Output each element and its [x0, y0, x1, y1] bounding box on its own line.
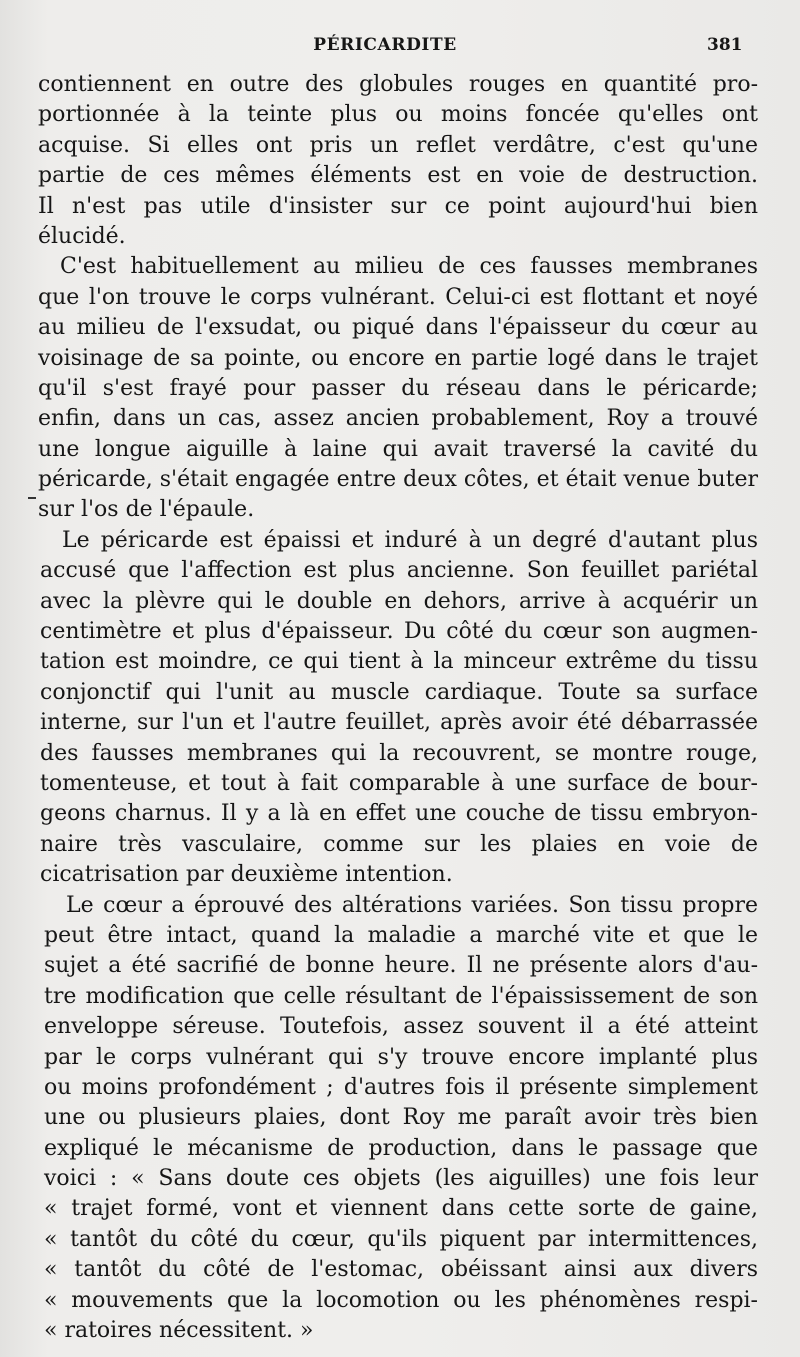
text-line: ou moins profondément ; d'autres fois il présente simplement	[44, 1074, 758, 1100]
text-line: péricarde, s'était engagée entre deux côtes, et était venue buter	[38, 467, 758, 493]
text-line: une longue aiguille à laine qui avait traversé la cavité du	[38, 436, 758, 462]
text-line: expliqué le mécanisme de production, dans le passage que	[44, 1135, 758, 1161]
text-line: « tantôt du côté du cœur, qu'ils piquent par intermittences,	[44, 1226, 758, 1252]
text-line: tation est moindre, ce qui tient à la minceur extrême du tissu	[40, 649, 758, 675]
text-line: portionnée à la teinte plus ou moins foncée qu'elles ont	[38, 102, 758, 128]
text-line: cicatrisation par deuxième intention.	[40, 862, 453, 888]
text-line: « tantôt du côté de l'estomac, obéissant ainsi aux divers	[44, 1257, 758, 1283]
text-line: C'est habituellement au milieu de ces fausses membranes	[60, 254, 758, 280]
text-line: contiennent en outre des globules rouges en quantité pro-	[38, 72, 758, 97]
text-line: voici : « Sans doute ces objets (les aiguilles) une fois leur	[44, 1166, 758, 1192]
text-line: une ou plusieurs plaies, dont Roy me paraît avoir très bien	[44, 1105, 758, 1131]
text-line: centimètre et plus d'épaisseur. Du côté du cœur son augmen-	[40, 619, 758, 645]
running-title: PÉRICARDITE	[313, 35, 457, 55]
text-line: geons charnus. Il y a là en effet une couche de tissu embryon-	[40, 801, 758, 827]
text-line: tre modification que celle résultant de l'épaississement de son	[44, 983, 758, 1009]
margin-mark	[28, 497, 36, 499]
text-line: voisinage de sa pointe, ou encore en partie logé dans le trajet	[38, 345, 758, 371]
text-line: accusé que l'affection est plus ancienne. Son feuillet pariétal	[40, 558, 758, 584]
text-line: interne, sur l'un et l'autre feuillet, après avoir été débarrassée	[40, 710, 758, 736]
text-line: Le cœur a éprouvé des altérations variées. Son tissu propre	[66, 892, 758, 918]
page-number: 381	[707, 35, 743, 55]
text-line: Il n'est pas utile d'insister sur ce point aujourd'hui bien	[38, 193, 758, 219]
text-line: enfin, dans un cas, assez ancien probablement, Roy a trouvé	[38, 406, 758, 432]
text-line: « mouvements que la locomotion ou les phénomènes respi-	[44, 1287, 758, 1313]
paragraph	[38, 526, 758, 891]
text-line: partie de ces mêmes éléments est en voie de destruction.	[38, 163, 758, 189]
text-line: au milieu de l'exsudat, ou piqué dans l'épaisseur du cœur au	[38, 315, 758, 341]
text-line: « trajet formé, vont et viennent dans cette sorte de gaine,	[44, 1196, 758, 1222]
text-line: que l'on trouve le corps vulnérant. Celui-ci est flottant et noyé	[38, 284, 758, 310]
text-line: avec la plèvre qui le double en dehors, arrive à acquérir un	[40, 588, 758, 614]
text-line: Le péricarde est épaissi et induré à un degré d'autant plus	[62, 527, 758, 553]
text-line: sujet a été sacrifié de bonne heure. Il ne présente alors d'au-	[44, 953, 758, 979]
text-line: sur l'os de l'épaule.	[38, 497, 255, 523]
text-line: enveloppe séreuse. Toutefois, assez souvent il a été atteint	[44, 1014, 758, 1040]
body-text	[38, 70, 758, 1346]
text-line: des fausses membranes qui la recouvrent, se montre rouge,	[40, 740, 758, 766]
text-line: peut être intact, quand la maladie a marché vite et que le	[44, 922, 758, 948]
paragraph	[38, 252, 758, 526]
text-line: « ratoires nécessitent. »	[44, 1318, 314, 1344]
page-header	[0, 30, 800, 60]
text-line: acquise. Si elles ont pris un reflet verdâtre, c'est qu'une	[38, 132, 758, 158]
text-line: élucidé.	[38, 223, 126, 249]
text-line: par le corps vulnérant qui s'y trouve encore implanté plus	[44, 1044, 758, 1070]
paragraph	[38, 891, 758, 1347]
text-line: tomenteuse, et tout à fait comparable à une surface de bour-	[40, 770, 758, 796]
text-line: conjonctif qui l'unit au muscle cardiaque. Toute sa surface	[40, 679, 758, 705]
text-line: naire très vasculaire, comme sur les plaies en voie de	[40, 831, 758, 857]
paragraph	[38, 70, 758, 252]
text-line: qu'il s'est frayé pour passer du réseau dans le péricarde;	[38, 375, 758, 401]
